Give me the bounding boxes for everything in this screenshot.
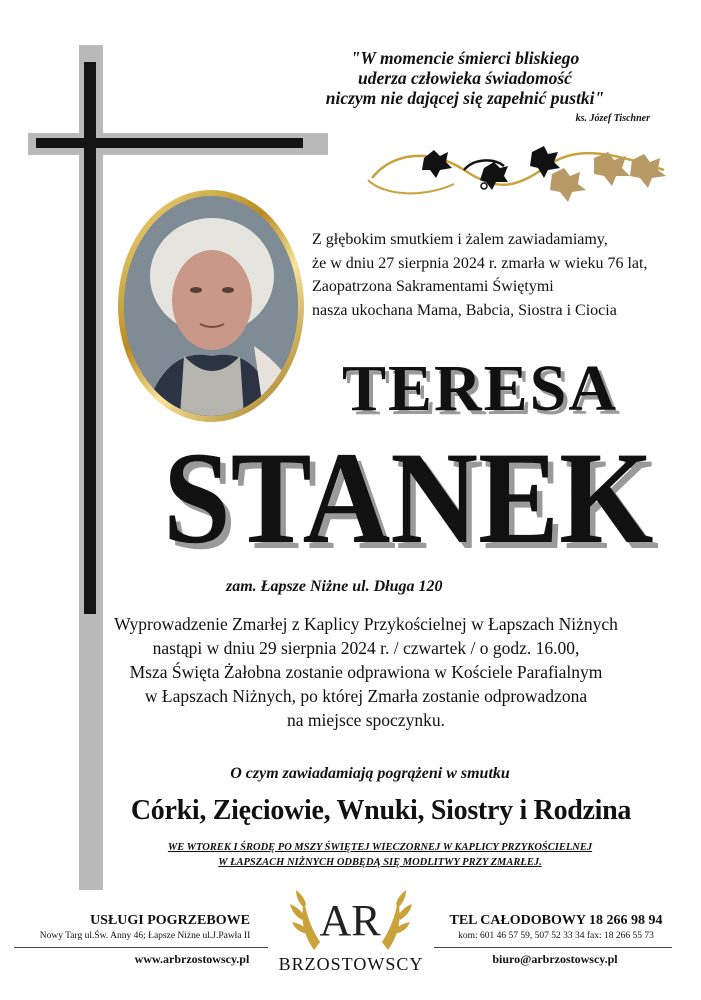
email-link[interactable]: biuro@arbrzostowscy.pl <box>492 952 618 966</box>
logo-initials: AR <box>319 896 381 945</box>
quote-line: niczym nie dającej się zapełnić pustki" <box>325 88 605 108</box>
phone-24h: TEL CAŁODOBOWY 18 266 98 94 <box>449 913 663 928</box>
announcement-text <box>312 228 672 322</box>
funeral-home-address: Nowy Targ ul.Św. Anny 46; Łapsze Niżne ul.J.Pawła II <box>39 931 251 941</box>
phone-details: kom: 601 46 57 59, 507 52 33 34 fax: 18 266 55 73 <box>458 931 654 941</box>
announcement-line: że w dniu 27 sierpnia 2024 r. zmarła w wieku 76 lat, <box>312 254 648 272</box>
deceased-last-name: STANEK <box>163 424 654 571</box>
funeral-line: Msza Święta Żałobna zostanie odprawiona w Kościele Parafialnym <box>129 662 603 682</box>
portrait-image <box>124 196 298 416</box>
funeral-home-title: USŁUGI POGRZEBOWE <box>90 913 250 928</box>
mourners-intro: O czym zawiadamiają pogrążeni w smutku <box>230 765 510 782</box>
vine-ornament-icon <box>364 140 674 206</box>
announcement-line: nasza ukochana Mama, Babcia, Siostra i Ciocia <box>312 301 617 319</box>
quote <box>270 48 660 108</box>
footer-divider-left <box>14 947 268 948</box>
prayer-line: WE WTOREK I ŚRODĘ PO MSZY ŚWIĘTEJ WIECZORNEJ W KAPLICY PRZYKOŚCIELNEJ <box>167 842 593 853</box>
announcement-line: Zaopatrzona Sakramentami Świętymi <box>312 278 554 295</box>
mourners-names: Córki, Zięciowie, Wnuki, Siostry i Rodzina <box>130 795 632 826</box>
quote-line: uderza człowieka świadomość <box>358 68 572 88</box>
funeral-line: w Łapszach Niżnych, po której Zmarła zostanie odprowadzona <box>144 686 588 706</box>
quote-line: "W momencie śmierci bliskiego <box>350 48 580 68</box>
prayer-notice <box>120 840 640 870</box>
funeral-line: Wyprowadzenie Zmarłej z Kaplicy Przykościelnej w Łapszach Niżnych <box>114 614 618 634</box>
website-link[interactable]: www.arbrzostowscy.pl <box>134 952 250 966</box>
deceased-address: zam. Łapsze Niżne ul. Długa 120 <box>226 578 443 595</box>
deceased-first-name: TERESA <box>341 352 619 425</box>
funeral-line: na miejsce spoczynku. <box>287 710 445 730</box>
logo-name: BRZOSTOWSCY <box>278 954 424 974</box>
funeral-line: nastąpi w dniu 29 sierpnia 2024 r. / czwartek / o godz. 16.00, <box>152 638 580 658</box>
announcement-line: Z głębokim smutkiem i żalem zawiadamiamy, <box>312 231 608 248</box>
funeral-details <box>96 612 636 732</box>
quote-author: ks. Józef Tischner <box>575 113 650 124</box>
footer-divider-right <box>434 947 672 948</box>
cross-horizontal-bar <box>36 138 303 148</box>
prayer-line: W ŁAPSZACH NIŻNYCH ODBĘDĄ SIĘ MODLITWY PRZY ZMARŁEJ. <box>218 857 542 868</box>
deceased-photo <box>124 196 298 416</box>
